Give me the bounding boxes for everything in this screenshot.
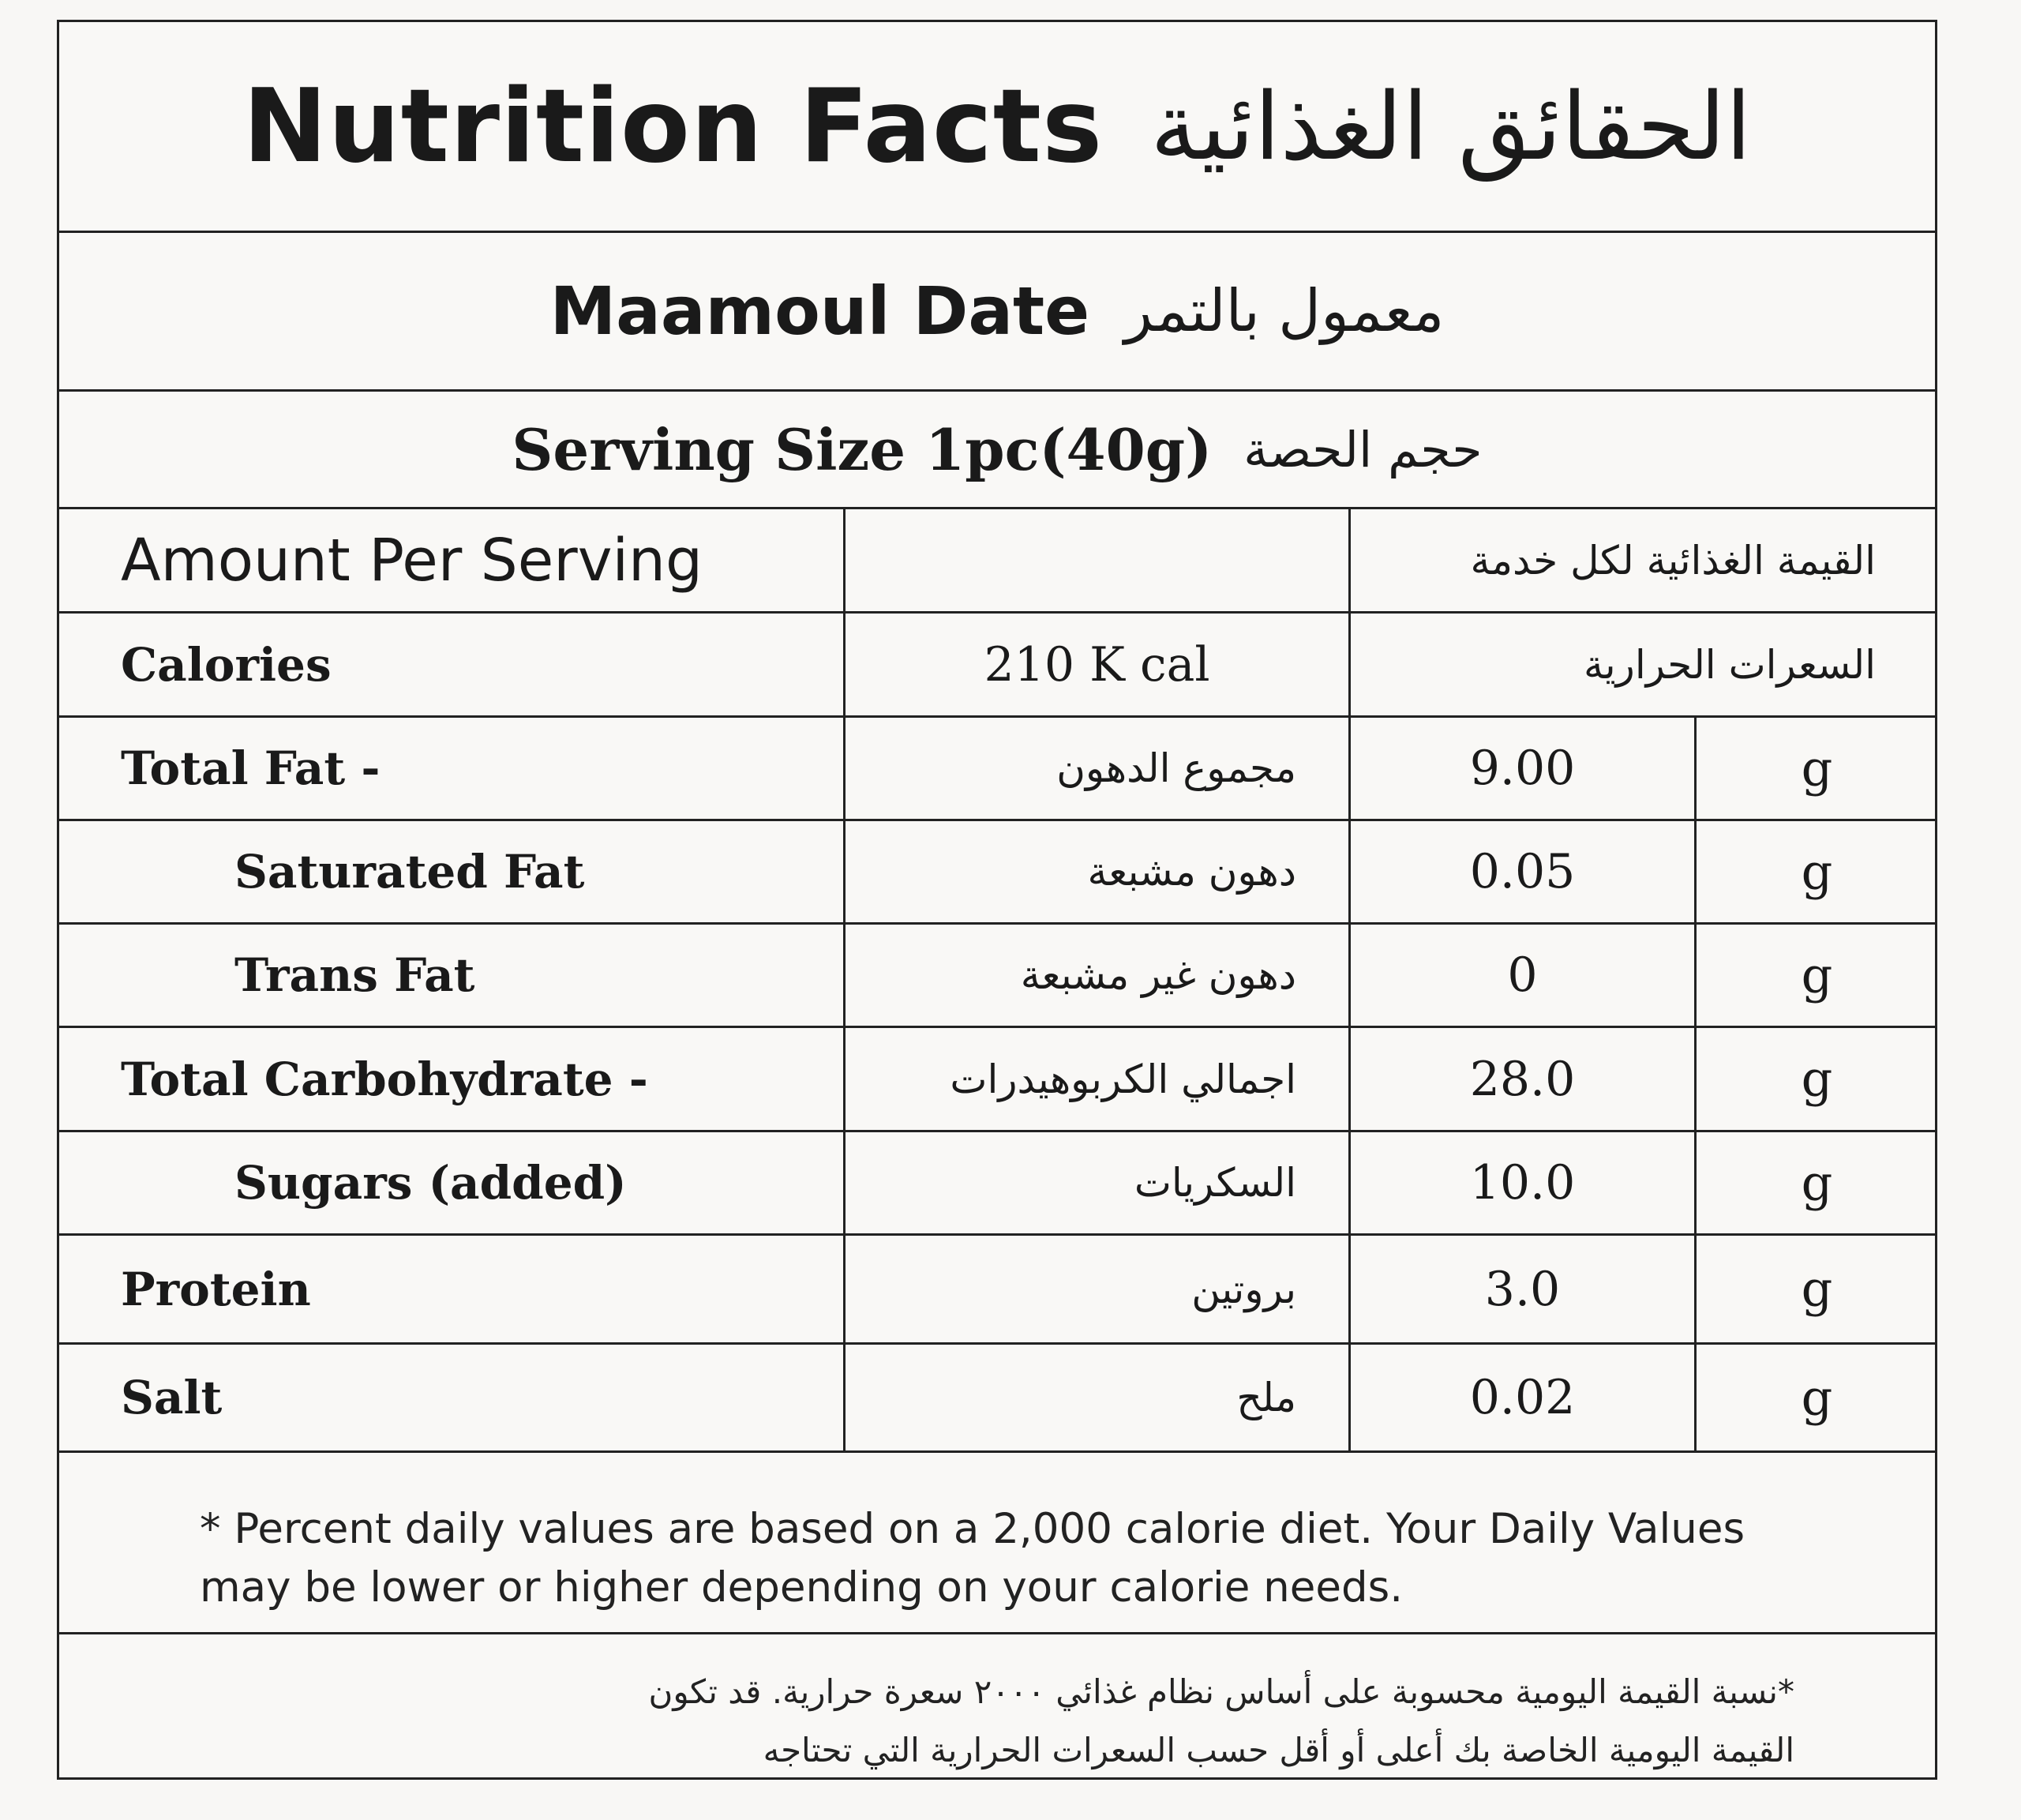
nutrient-unit: g	[1801, 842, 1833, 901]
nutrient-value: 9.00	[1469, 741, 1576, 796]
nutrient-value: 0	[1507, 948, 1538, 1003]
serving-size-arabic: حجم الحصة	[1243, 420, 1483, 478]
nutrient-unit: g	[1801, 1368, 1833, 1427]
nutrient-value: 10.0	[1469, 1155, 1576, 1210]
nutrient-label-arabic: دهون مشبعة	[1087, 849, 1296, 895]
nutrient-label-arabic: اجمالي الكربوهيدرات	[950, 1056, 1296, 1102]
nutrient-label: Total Carbohydrate -	[121, 1052, 648, 1106]
nutrient-row	[59, 925, 1935, 1028]
calories-row	[59, 614, 1935, 718]
nutrient-label-arabic: بروتين	[1191, 1266, 1296, 1312]
product-band	[59, 233, 1935, 392]
footnote-line: * Percent daily values are based on a 2,000 calorie diet. Your Daily Values	[200, 1505, 1745, 1553]
nutrient-label: Total Fat -	[121, 741, 381, 795]
empty-cell	[846, 509, 1351, 611]
footnote-english	[59, 1470, 1935, 1634]
nutrient-unit: g	[1801, 1154, 1833, 1212]
nutrient-unit: g	[1801, 1050, 1833, 1108]
nutrient-label-arabic: ملح	[1236, 1375, 1296, 1420]
footnote-line: may be lower or higher depending on your calorie needs.	[200, 1563, 1404, 1612]
nutrient-value: 0.05	[1469, 844, 1576, 899]
nutrient-row	[59, 1132, 1935, 1236]
nutrient-unit: g	[1801, 739, 1833, 797]
product-name: Maamoul Date	[549, 272, 1090, 350]
nutrient-label: Protein	[121, 1262, 311, 1316]
nutrient-row	[59, 1236, 1935, 1345]
nutrient-label: Saturated Fat	[234, 845, 585, 899]
title-band	[59, 22, 1935, 233]
nutrient-label-arabic: دهون غير مشبعة	[1020, 952, 1296, 998]
serving-size: Serving Size 1pc(40g)	[512, 415, 1213, 483]
amount-per-serving-arabic: القيمة الغذائية لكل خدمة	[1470, 537, 1876, 584]
product-name-arabic: معمول بالتمر	[1124, 277, 1445, 345]
nutrient-label: Sugars (added)	[234, 1156, 627, 1210]
calories-value: 210 K cal	[984, 636, 1210, 692]
nutrient-value: 28.0	[1469, 1051, 1576, 1107]
footnote-line: *نسبة القيمة اليومية محسوبة على أساس نظام غذائي ٢٠٠٠ سعرة حرارية. قد تكون	[648, 1672, 1794, 1711]
amount-per-serving-label: Amount Per Serving	[121, 526, 703, 595]
nutrient-value: 3.0	[1484, 1261, 1561, 1317]
serving-band	[59, 392, 1935, 509]
nutrient-label: Trans Fat	[234, 948, 475, 1002]
calories-label-arabic: السعرات الحرارية	[1583, 641, 1876, 688]
calories-label: Calories	[121, 637, 332, 692]
nutrient-label-arabic: مجموع الدهون	[1056, 745, 1296, 791]
nutrient-unit: g	[1801, 1260, 1833, 1318]
nutrition-label	[57, 20, 1937, 1780]
nutrient-label: Salt	[121, 1371, 223, 1424]
nutrient-row	[59, 1345, 1935, 1453]
footnote-line: القيمة اليومية الخاصة بك أعلى أو أقل حسب السعرات الحرارية التي تحتاجه	[763, 1731, 1794, 1769]
nutrition-table	[59, 509, 1935, 1470]
amount-per-serving-row	[59, 509, 1935, 614]
page-title: Nutrition Facts	[242, 67, 1104, 186]
page-title-arabic: الحقائق الغذائية	[1150, 72, 1752, 181]
nutrient-unit: g	[1801, 946, 1833, 1004]
footnote-arabic	[59, 1634, 1935, 1780]
nutrient-row	[59, 1028, 1935, 1132]
nutrient-label-arabic: السكريات	[1134, 1160, 1296, 1206]
nutrient-row	[59, 718, 1935, 821]
nutrient-value: 0.02	[1469, 1370, 1576, 1425]
nutrient-row	[59, 821, 1935, 925]
